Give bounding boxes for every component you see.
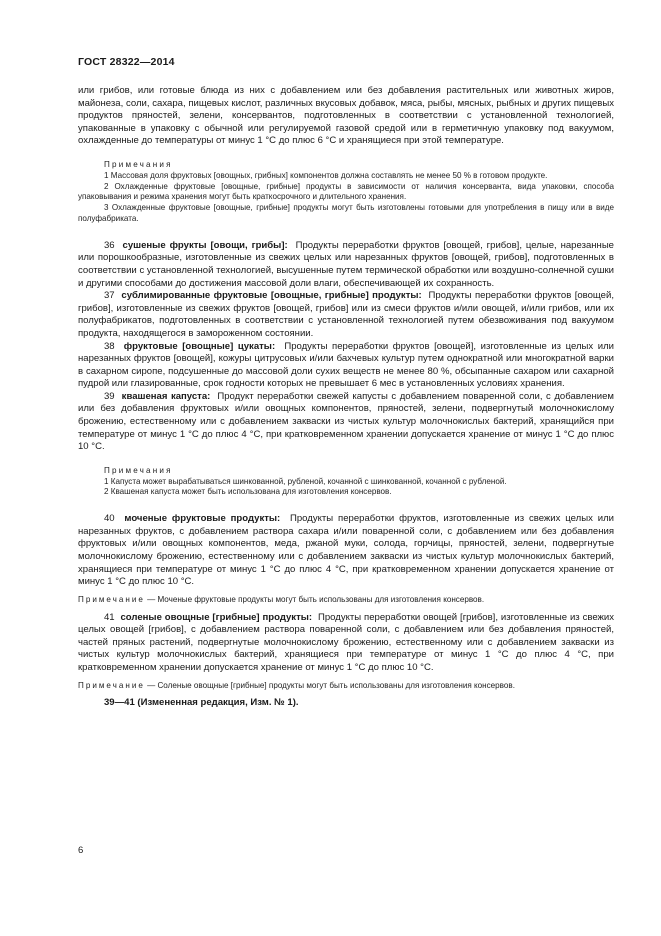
term-definition: Продукты переработки овощей [грибов], изготовленные из свежих целых овощей [грибов], с добавлением раствора поваренной соли, с добавлением или без добавления пряностей, частей пряных растений, подвергнутые молочнокислому брожению, естественному или с добавлением закваски из чистых культур молочнокислых бактерий, хранящиеся при температуре от минус 1 °С до плюс 4 °С, при кратковременном хранении допускается хранение от минус 1 °С до плюс 10 °С. [78, 611, 615, 673]
term-name: квашеная капуста: [121, 390, 211, 402]
term-name: моченые фруктовые продукты: [124, 513, 281, 525]
term-definition: Продукт переработки свежей капусты с добавлением поваренной соли, с добавлением или без добавления фруктовых и/или овощных компонентов, пряностей, зелени, подвергнутый молочнокислому брожению, естественному или с добавлением закваски из чистых культур молочнокислых бактерий, хранящийся при температуре от минус 1 °С до плюс 4 °С, при кратковременном хранении допускается хранение от минус 1 °С до плюс 10 °С. [78, 390, 614, 453]
term-definition: Продукты переработки фруктов [овощей, грибов], целые, нарезанные или порошкообразные, изготовленные из свежих целых или нарезанных фруктов [овощей, грибов], подготовленных в соответствии с установленной технологией, высушенные путем термической обработки или воздушно-солнечной сушки и другими способами до достижения массовой доли влаги, обеспечивающей их сохранность. [78, 239, 614, 289]
note-text: — Моченые фруктовые продукты могут быть использованы для изготовления консервов. [144, 594, 485, 604]
term-paragraph [78, 391, 614, 454]
term-name: сушеные фрукты [овощи, грибы]: [122, 239, 288, 251]
term-number: 37 [104, 290, 115, 302]
note-item: 1 Капуста может вырабатываться шинкованной, рубленой, кочанной с шинкованной, кочанной с рубленой. [104, 476, 507, 486]
notes-heading: Примечания [104, 465, 173, 475]
document-header: ГОСТ 28322—2014 [78, 56, 175, 68]
term-paragraph [78, 341, 614, 391]
term-name: соленые овощные [грибные] продукты: [120, 611, 313, 623]
notes-block-1 [78, 160, 614, 225]
term-number: 39 [104, 390, 115, 402]
note-heading: Примечание [78, 680, 145, 690]
note-single [78, 595, 614, 606]
note-text: — Соленые овощные [грибные] продукты могут быть использованы для изготовления консервов. [144, 680, 515, 690]
page-number: 6 [78, 845, 84, 856]
term-definition: Продукты переработки фруктов, изготовленные из свежих целых или нарезанных фруктов, с добавлением раствора сахара и/или поваренной соли, с добавлением или без добавления фруктовых и/или овощных компонентов, меда, ржаной муки, солода, горчицы, пряностей, зелени, подвергнутые молочнокислому брожению, естественному или с добавлением закваски из чистых культур молочнокислых бактерий, хранящиеся при температуре от минус 1 °С до плюс 4 °С, при кратковременном хранении допускается хранение от минус 1 °С до плюс 10 °С. [78, 513, 614, 588]
term-number: 36 [104, 239, 115, 251]
term-number: 41 [104, 611, 115, 623]
term-paragraph [78, 240, 614, 290]
note-single [78, 681, 614, 692]
term-number: 40 [104, 513, 115, 525]
edition-note: 39—41 (Измененная редакция, Изм. № 1). [104, 697, 299, 709]
term-name: сублимированные фруктовые [овощные, грибные] продукты: [121, 290, 422, 302]
term-paragraph [78, 513, 614, 589]
notes-block-2 [78, 466, 614, 498]
term-name: фруктовые [овощные] цукаты: [123, 340, 276, 352]
note-heading: Примечание [78, 594, 145, 604]
note-item: 2 Охлажденные фруктовые [овощные, грибные] продукты в зависимости от наличия консерванта, вида упаковки, способа упаковывания и режима хранения могут быть краткосрочного и длительного хранения. [78, 181, 614, 202]
term-paragraph [78, 290, 614, 340]
term-definition: Продукты переработки фруктов [овощей, грибов], изготовленные из свежих фруктов [овощей, грибов] или из смеси фруктов и/или овощей, и/или грибов, или их полуфабрикатов, подготовленных в соответствии с установленной технологией путем обезвоживания под вакуумом продукта, находящегося в замороженном состоянии. [78, 290, 614, 339]
term-paragraph [78, 612, 614, 675]
intro-paragraph: или грибов, или готовые блюда из них с добавлением или без добавления растительных или животных жиров, майонеза, соли, сахара, пищевых кислот, различных вкусовых добавок, мяса, рыбы, мясных, рыбных и других пищевых продуктов пряностей, зелени, консервантов, подготовленных в соответствии с установленной технологией, упакованные в упаковку с обычной или регулируемой газовой средой или в герметичную упаковку под вакуумом, охлажденные до температуры от минус 1 °С до плюс 6 °С и хранящиеся при этой температуре. [78, 85, 614, 147]
term-number: 38 [104, 340, 115, 352]
term-definition: Продукты переработки фруктов [овощей], изготовленные из целых или нарезанных фруктов [овощей], кожуры цитрусовых и/или бахчевых культур путем однократной или многократной варки в сахарном сиропе, подсушенные до массовой доли сухих веществ не менее 80 %, обсыпанные сахаром или сахарной пудрой или глазированные, срок годности которых не превышает 6 мес в установленных условиях хранения. [78, 340, 615, 390]
note-item: 2 Квашеная капуста может быть использована для изготовления консервов. [104, 487, 392, 497]
note-item: 1 Массовая доля фруктовых [овощных, грибных] компонентов должна составлять не менее 50 % в готовом продукте. [104, 170, 548, 180]
note-item: 3 Охлажденные фруктовые [овощные, грибные] продукты могут быть изготовлены готовыми для употребления в пищу или в виде полуфабриката. [78, 203, 614, 223]
notes-heading: Примечания [104, 159, 173, 169]
document-page [78, 56, 614, 708]
